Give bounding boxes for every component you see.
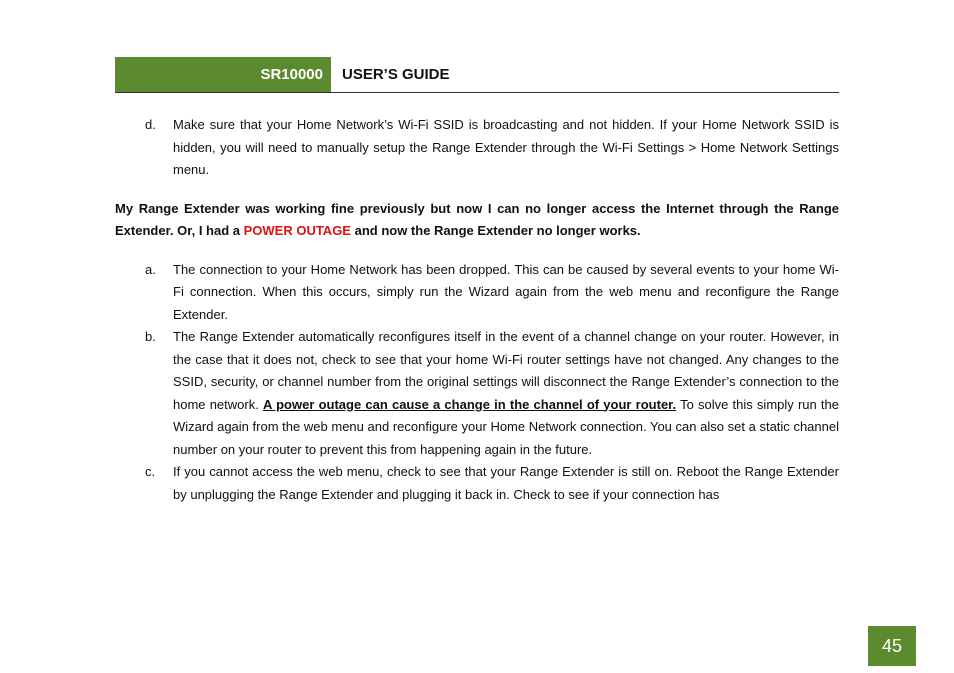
list-marker: c. bbox=[145, 464, 156, 479]
header-title: USER’S GUIDE bbox=[342, 66, 450, 83]
list-item-text: The connection to your Home Network has been dropped. This can be caused by several events to your home Wi-Fi connection. When this occurs, simply run the Wizard again from the web menu and reconfigure the Range Extender. bbox=[173, 261, 839, 322]
list-item-text: Make sure that your Home Network’s Wi-Fi SSID is broadcasting and not hidden. If your Home Network SSID is hidden, you will need to manually setup the Range Extender through the Wi-Fi Settings > Home Network Settings menu. bbox=[173, 117, 839, 177]
list-marker: b. bbox=[145, 329, 156, 344]
list-marker: a. bbox=[145, 261, 156, 277]
list-marker: d. bbox=[145, 117, 156, 132]
list-item-text-start: The Range Extender automatically reconfigures itself in the event of a channel change on your router. However, in the case that it does not, check to see that your home Wi-Fi router settings have not changed. Any changes to the SSID, security, or channel number from the original settings will disconnect the Range Extender’s connection to the home network. bbox=[173, 329, 839, 412]
troubleshooting-question bbox=[115, 198, 839, 243]
header-model-label: SR10000 bbox=[260, 66, 323, 83]
list-item-text-end: To solve this simply run the Wizard again from the web menu and reconfigure your Home Network connection. You can also set a static channel number on your router to prevent this from happening again in the future. bbox=[173, 396, 840, 457]
list-item-c bbox=[115, 461, 839, 506]
power-outage-highlight: POWER OUTAGE bbox=[243, 223, 351, 238]
question-text-start: My Range Extender was working fine previously but now I can no longer access the Internet through the Range Extender. Or, I had a bbox=[115, 200, 839, 238]
header-divider bbox=[115, 92, 839, 93]
list-item-d bbox=[115, 114, 839, 182]
page-body bbox=[115, 114, 839, 506]
list-item-a bbox=[115, 259, 839, 327]
list-item-text: If you cannot access the web menu, check to see that your Range Extender is still on. Reboot the Range Extender by unplugging the Range Extender and plugging it back in. Check to see if your connection has bbox=[173, 464, 839, 502]
page-number: 45 bbox=[868, 626, 916, 666]
question-text-end: and now the Range Extender no longer works. bbox=[350, 223, 641, 238]
power-outage-emphasis: A power outage can cause a change in the channel of your router. bbox=[263, 396, 677, 412]
list-item-b bbox=[115, 326, 839, 461]
